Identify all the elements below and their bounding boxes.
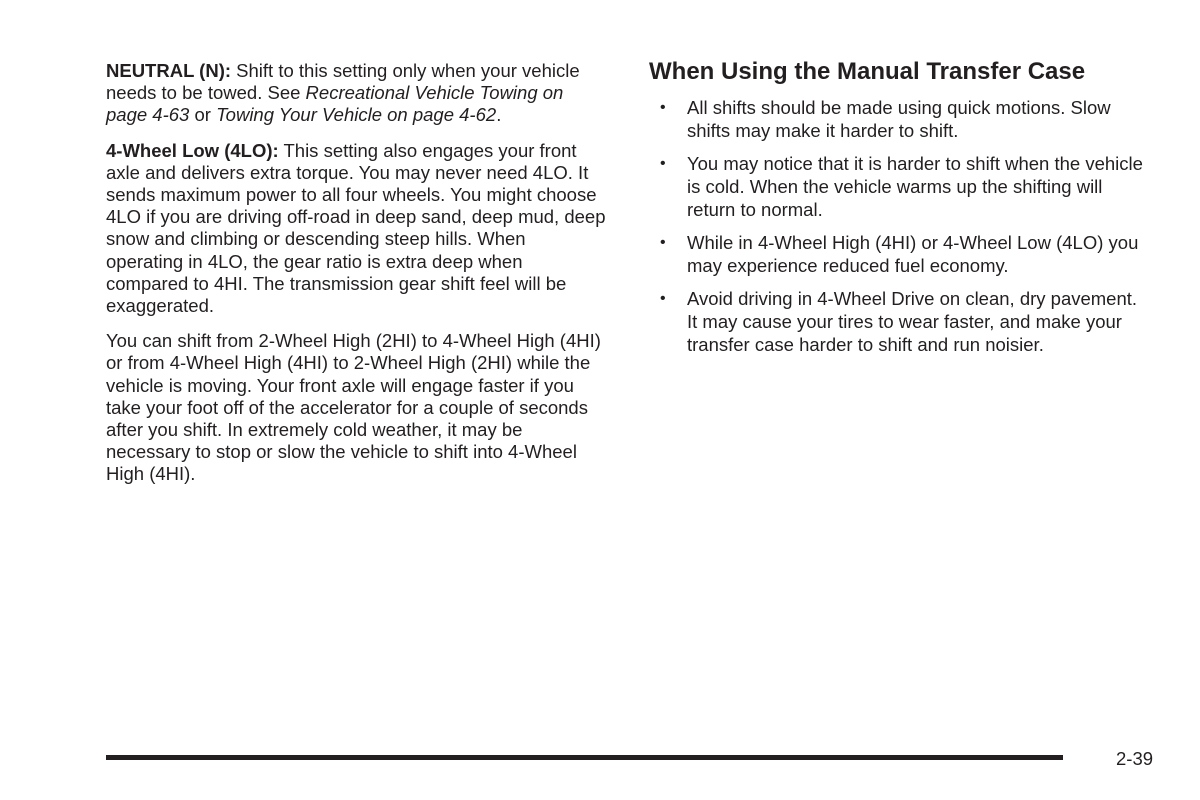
four-wheel-low-paragraph	[106, 140, 606, 318]
four-wheel-low-label: 4-Wheel Low (4LO):	[106, 139, 279, 161]
neutral-paragraph	[106, 60, 606, 127]
bullet-icon: •	[660, 290, 666, 307]
bullet-list	[649, 96, 1149, 356]
list-item	[649, 287, 1149, 356]
neutral-text-3: .	[496, 104, 502, 126]
bullet-text: Avoid driving in 4-Wheel Drive on clean, dry pavement. It may cause your tires to wear faster, and make your transfer case harder to shift and run noisier.	[687, 288, 1138, 355]
recreational-towing-reference: Recreational Vehicle Towing on page 4-63	[106, 82, 564, 126]
bullet-text: While in 4-Wheel High (4HI) or 4-Wheel Low (4LO) you may experience reduced fuel economy.	[687, 232, 1139, 276]
list-item	[649, 231, 1149, 277]
page-number: 2-39	[1116, 748, 1154, 769]
bullet-icon: •	[660, 234, 666, 251]
bullet-text: You may notice that it is harder to shift when the vehicle is cold. When the vehicle warms up the shifting will return to normal.	[687, 153, 1143, 220]
left-column	[106, 60, 606, 499]
neutral-label: NEUTRAL (N):	[106, 60, 232, 81]
right-column	[649, 58, 1149, 366]
list-item	[649, 152, 1149, 221]
neutral-text-2: or	[189, 104, 217, 126]
shift-paragraph: You can shift from 2-Wheel High (2HI) to 4-Wheel High (4HI) or from 4-Wheel High (4HI) to 2-Wheel High (2HI) while the vehicle is moving. Your front axle will engage faster if you take your foot off of the accelerator for a couple of seconds after you shift. In extremely cold weather, it may be necessary to stop or slow the vehicle to shift into 4-Wheel High (4HI).	[106, 330, 601, 485]
four-wheel-low-text: This setting also engages your front axle and delivers extra torque. You may never need 4LO. It sends maximum power to all four wheels. You might choose 4LO if you are driving off-road in deep sand, deep mud, deep snow and climbing or descending steep hills. When operating in 4LO, the gear ratio is extra deep when compared to 4HI. The transmission gear shift feel will be exaggerated.	[106, 139, 606, 317]
list-item	[649, 96, 1149, 142]
bullet-icon: •	[660, 99, 666, 116]
bullet-icon: •	[660, 155, 666, 172]
neutral-text-1: Shift to this setting only when your vehicle needs to be towed. See	[106, 60, 580, 104]
bullet-text: All shifts should be made using quick motions. Slow shifts may make it harder to shift.	[687, 97, 1111, 141]
section-heading: When Using the Manual Transfer Case	[649, 58, 1086, 85]
footer-rule	[106, 755, 1063, 760]
towing-vehicle-reference: Towing Your Vehicle on page 4-62	[216, 104, 497, 126]
